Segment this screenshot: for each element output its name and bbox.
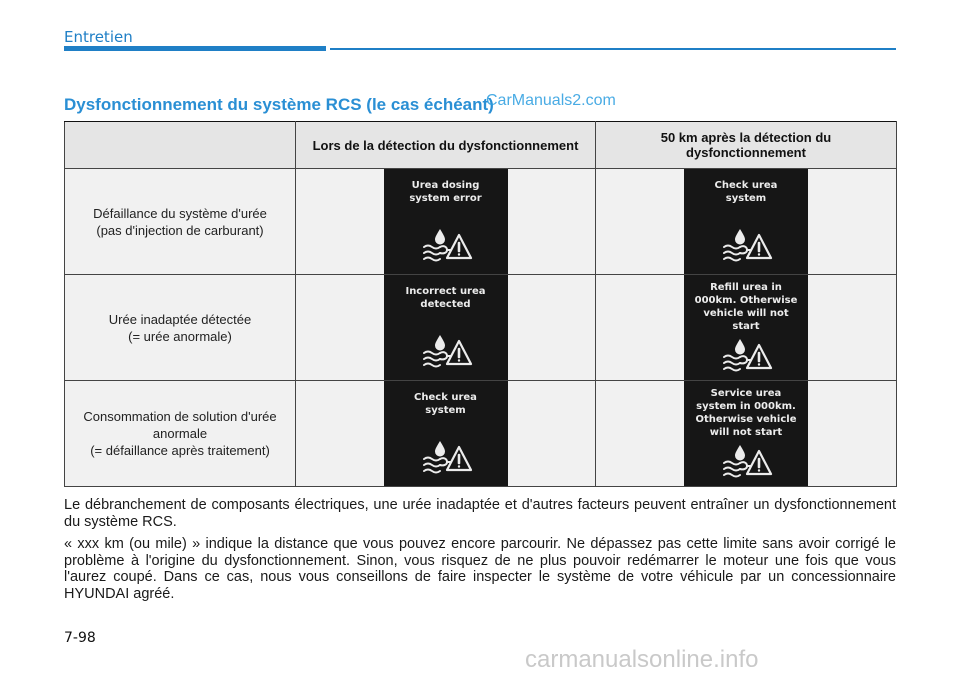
page-heading: Dysfonctionnement du système RCS (le cas échéant) (64, 95, 494, 114)
message-line: Incorrect urea (405, 286, 486, 297)
urea-warning-icon (418, 226, 474, 264)
row-description (65, 169, 296, 275)
row-description (65, 381, 296, 487)
page-number: 7-98 (64, 630, 96, 646)
urea-warning-icon (418, 332, 474, 370)
message-line: system in 000km. (696, 401, 796, 412)
urea-warning-icon (718, 442, 774, 480)
watermark-bottom: carmanualsonline.info (525, 646, 759, 673)
cluster-message (384, 391, 508, 417)
cluster-message (384, 179, 508, 205)
message-line: Refill urea in (710, 282, 782, 293)
message-line: start (732, 321, 760, 332)
rcs-malfunction-table (64, 121, 897, 487)
cluster-message (684, 281, 808, 333)
message-line: Check urea (414, 392, 477, 403)
cluster-message (384, 285, 508, 311)
header-empty-cell (65, 122, 296, 169)
urea-warning-icon (718, 226, 774, 264)
table-header-row (65, 122, 897, 169)
cluster-display (684, 381, 808, 486)
cluster-display (384, 381, 508, 486)
desc-line: Défaillance du système d'urée (93, 205, 267, 221)
desc-line: Urée inadaptée détectée (108, 311, 252, 327)
cluster-message (684, 387, 808, 439)
desc-line: Consommation de solution d'urée (83, 409, 277, 424)
header-50km (596, 122, 897, 169)
message-line: system error (409, 193, 482, 204)
message-line: system (725, 193, 767, 204)
message-line: will not start (709, 427, 783, 438)
header-rule-thin (330, 48, 896, 50)
message-line: detected (420, 299, 471, 310)
detection-display-cell (296, 169, 596, 275)
message-line: system (425, 405, 466, 416)
table-row (65, 381, 897, 487)
table-row (65, 275, 897, 381)
message-line: 000km. Otherwise (694, 295, 798, 306)
message-line: vehicle will not (703, 308, 789, 319)
after-50km-display-cell (596, 169, 897, 275)
header-50km-line-2: dysfonctionnement (686, 145, 806, 160)
row-description (65, 275, 296, 381)
detection-display-cell (296, 381, 596, 487)
desc-line: (pas d'injection de carburant) (96, 222, 264, 238)
header-50km-line-1: 50 km après la détection du (660, 130, 832, 145)
message-line: Service urea (710, 388, 782, 399)
table-row (65, 169, 897, 275)
detection-display-cell (296, 275, 596, 381)
paragraph-1: Le débranchement de composants électriques, une urée inadaptée et d'autres facteurs peuvent entraîner un dysfonctionnement du système RCS. (64, 497, 896, 530)
cluster-display (384, 169, 508, 274)
header-rule-thick (64, 46, 326, 51)
desc-line: anormale (152, 426, 208, 441)
after-50km-display-cell (596, 381, 897, 487)
after-50km-display-cell (596, 275, 897, 381)
message-line: Otherwise vehicle (695, 414, 797, 425)
message-line: Check urea (714, 180, 778, 191)
section-title: Entretien (64, 28, 133, 46)
cluster-display (684, 275, 808, 380)
urea-warning-icon (718, 336, 774, 374)
watermark-top: CarManuals2.com (486, 92, 616, 109)
cluster-display (384, 275, 508, 380)
urea-warning-icon (418, 438, 474, 476)
cluster-display (684, 169, 808, 274)
cluster-message (684, 179, 808, 205)
desc-line: (= urée anormale) (128, 328, 232, 344)
message-line: Urea dosing (411, 180, 480, 191)
paragraph-2: « xxx km (ou mile) » indique la distance que vous pouvez encore parcourir. Ne dépassez pas cette limite sans avoir corrigé le problème à l'origine du dysfonctionnement. Sinon, vous risquez de ne plus pouvoir redémarrer le moteur une fois que vous l'aurez coupé. Dans ce cas, nous vous conseillons de faire inspecter le système de votre véhicule par un concessionnaire HYUNDAI agréé. (64, 536, 896, 602)
desc-line: (= défaillance après traitement) (90, 443, 270, 458)
header-detection: Lors de la détection du dysfonctionnement (296, 122, 596, 169)
